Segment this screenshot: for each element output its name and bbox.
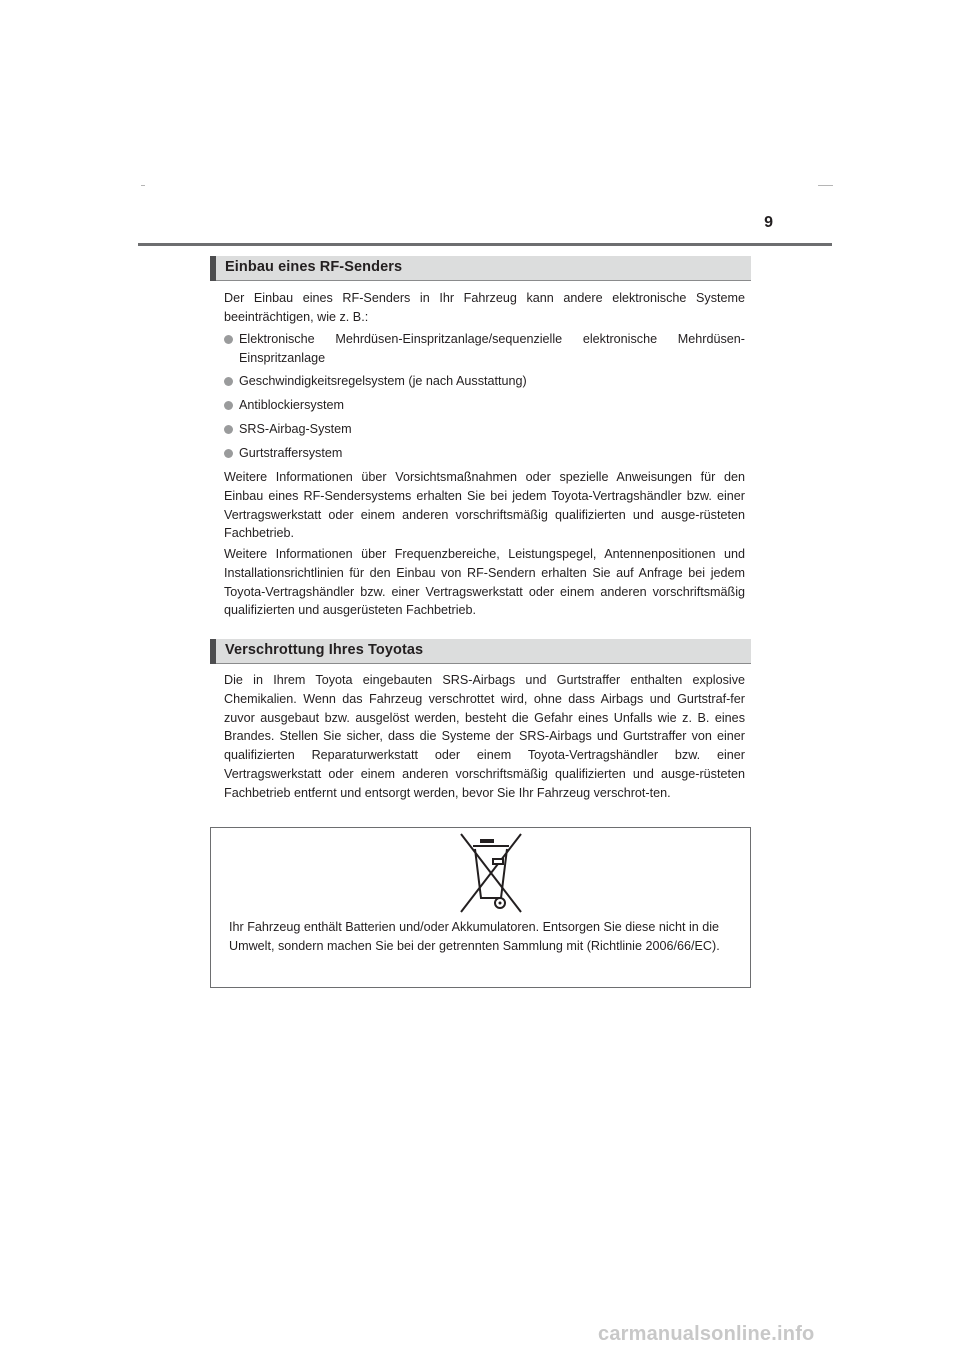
list-item: [224, 372, 745, 391]
section-heading-rf-transmitter: [210, 256, 751, 281]
rf-intro-paragraph: Der Einbau eines RF-Senders in Ihr Fahrzeug kann andere elektronische Systeme beeinträchtigen, wie z. B.:: [224, 291, 745, 324]
crossed-out-wheelie-bin-icon: [459, 832, 523, 919]
list-item: [224, 396, 745, 415]
scrapping-paragraph: Die in Ihrem Toyota eingebauten SRS-Airbags und Gurtstraffer enthalten explosive Chemikalien. Wenn das Fahrzeug verschrottet wird, ohne dass Airbags und Gurtstraf-fer zuvor ausgebaut bzw. ausgelöst werden, besteht die Gefahr eines Unfalls wie z. B. eines Brandes. Stellen Sie sicher, dass die Systeme der SRS-Airbags und Gurtstraffer von einer qualifizierten Reparaturwerkstatt oder einem Toyota-Vertragshändler bzw. einer Vertragswerkstatt oder einem anderen vorschriftsmäßig qualifizierten und ausge-rüsteten Fachbetrieb entfernt und entsorgt werden, bevor Sie Ihr Fahrzeug verschrot-ten.: [224, 673, 745, 800]
rf-precautions-paragraph: Weitere Informationen über Vorsichtsmaßnahmen oder spezielle Anweisungen für den Einbau eines RF-Sendersystems erhalten Sie bei jedem Toyota-Vertragshändler bzw. einer Vertragswerkstatt oder einem anderen vorschriftsmäßig qualifizierten und ausge-rüsteten Fachbetrieb.: [224, 470, 745, 541]
bullet-dot-icon: [224, 377, 233, 386]
heading-marker: [210, 639, 216, 664]
header-rule: [138, 243, 832, 246]
bullet-dot-icon: [224, 335, 233, 344]
crop-mark-left: [141, 185, 145, 186]
list-item-text: Elektronische Mehrdüsen-Einspritzanlage/sequenzielle elektronische Mehrdüsen-Einspritzanlage: [239, 332, 745, 365]
bullet-dot-icon: [224, 425, 233, 434]
list-item: [224, 330, 745, 368]
site-watermark: carmanualsonline.info: [598, 1323, 815, 1345]
list-item-text: Antiblockiersystem: [239, 398, 344, 412]
list-item-text: SRS-Airbag-System: [239, 422, 352, 436]
list-item-text: Gurtstraffersystem: [239, 446, 343, 460]
bullet-dot-icon: [224, 401, 233, 410]
list-item-text: Geschwindigkeitsregelsystem (je nach Ausstattung): [239, 374, 527, 388]
page-number: 9: [764, 214, 773, 231]
bullet-dot-icon: [224, 449, 233, 458]
battery-disposal-notice: [210, 827, 751, 988]
section-title: Verschrottung Ihres Toyotas: [225, 642, 424, 658]
list-item: [224, 444, 745, 463]
rf-frequency-paragraph: Weitere Informationen über Frequenzbereiche, Leistungspegel, Antennenpositionen und Installationsrichtlinien für den Einbau von RF-Sendern erhalten Sie auf Anfrage bei jedem Toyota-Vertragshändler bzw. einer Vertragswerkstatt oder einem anderen vorschriftsmäßig qualifizierten und ausgerüsteten Fachbetrieb.: [224, 547, 745, 618]
notice-text: Ihr Fahrzeug enthält Batterien und/oder Akkumulatoren. Entsorgen Sie diese nicht in die Umwelt, sondern machen Sie bei der getrennten Sammlung mit (Richtlinie 2006/66/EC).: [229, 920, 720, 953]
section-title: Einbau eines RF-Senders: [225, 259, 403, 275]
list-item: [224, 420, 745, 439]
section-heading-scrapping: [210, 639, 751, 664]
heading-marker: [210, 256, 216, 281]
crop-mark-right: [818, 185, 833, 186]
